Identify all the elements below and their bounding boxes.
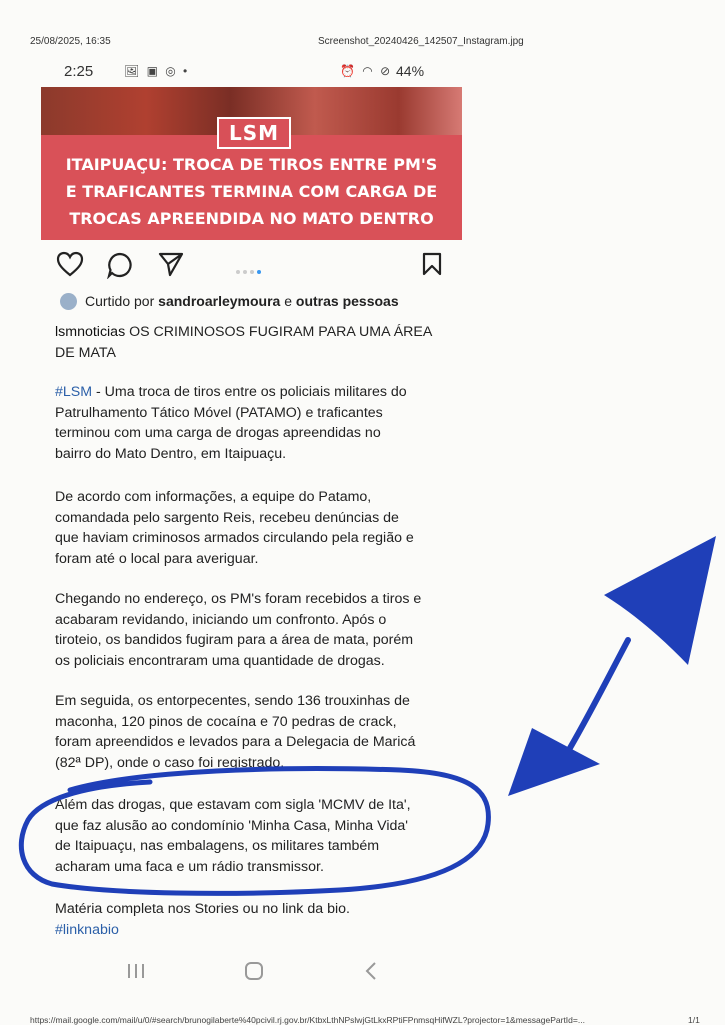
notification-icons: 🖼 ▣ ◎ • [124,64,190,78]
status-time: 2:25 [64,63,94,80]
print-page-count: 1/1 [688,1015,700,1025]
caption-paragraph-4 [55,691,455,773]
pen-arrowhead-top [604,536,716,665]
system-icons: ⏰ ◠ ⊘ [340,64,393,78]
lsm-logo: LSM [217,117,291,149]
caption-paragraph-5 [55,795,455,877]
pen-arrowhead-bottom [508,728,600,796]
back-icon[interactable] [364,961,378,981]
image-headline: ITAIPUAÇU: TROCA DE TIROS ENTRE PM'S E TRAFICANTES TERMINA COM CARGA DE TROCAS APREENDIDA NO MATO DENTRO [65,155,438,228]
caption-title: OS CRIMINOSOS FUGIRAM PARA UMA ÁREA DE MATA [55,324,433,361]
status-bar [40,63,460,85]
likes-prefix: Curtido por [85,293,159,309]
hashtag-lsm[interactable]: #LSM [55,384,93,400]
print-url: https://mail.google.com/mail/u/0/#search/brunogilaberte%40pcivil.rj.gov.br/KtbxLthNPslwjGtLkxRPtiFPnmsqHifWZL?projector=1&messagePartId=... [30,1015,585,1025]
caption-paragraph-2 [55,487,455,569]
para4-text: Em seguida, os entorpecentes, sendo 136 trouxinhas de maconha, 120 pinos de cocaína e 70 pedras de crack, foram apreendidos e levados para a Delegacia de Maricá (82ª DP), onde o caso foi registrado. [55,693,416,771]
likes-row[interactable] [60,293,399,310]
bookmark-icon[interactable] [421,251,443,277]
comment-icon[interactable] [106,251,134,279]
avatar[interactable] [60,293,77,310]
para6-text: Matéria completa nos Stories ou no link da bio. [55,901,350,917]
caption-paragraph-1 [55,382,455,464]
likes-joiner: e [280,293,296,309]
para3-text: Chegando no endereço, os PM's foram recebidos a tiros e acabaram revidando, iniciando um confronto. Após o tiroteio, os bandidos fugiram para a área de mata, porém os policiais encontraram uma quantidade de drogas. [55,591,422,669]
caption-paragraph-6 [55,899,455,940]
liked-by-user[interactable]: sandroarleymoura [158,293,281,309]
pen-arrow-shaft [570,640,628,748]
recents-icon[interactable] [126,962,146,980]
carousel-indicator [236,261,264,279]
hashtag-linknabio[interactable]: #linknabio [55,921,119,938]
send-icon[interactable] [157,251,185,277]
para2-text: De acordo com informações, a equipe do Patamo, comandada pelo sargento Reis, recebeu denúncias de que haviam criminosos armados circulando pela região e foram até o local para averiguar. [55,489,414,567]
caption-title-block [55,322,455,363]
para1-text: - Uma troca de tiros entre os policiais militares do Patrulhamento Tático Móvel (PATAMO) e traficantes terminou com uma carga de drogas apreendidas no bairro do Mato Dentro, em Itaipuaçu. [55,384,407,462]
para5-text: Além das drogas, que estavam com sigla 'MCMV de Ita', que faz alusão ao condomínio 'Minha Casa, Minha Vida' de Itaipuaçu, nas embalagens, os militares também acharam uma faca e um rádio transmissor. [55,797,411,875]
post-action-bar [56,251,446,281]
home-icon[interactable] [244,961,264,981]
heart-icon[interactable] [56,251,84,277]
caption-paragraph-3 [55,589,455,671]
print-datetime: 25/08/2025, 16:35 [30,36,111,47]
likes-others[interactable]: outras pessoas [295,293,399,309]
battery-level: 44% [396,63,425,79]
post-image[interactable] [41,87,462,240]
post-username[interactable]: lsmnoticias [55,324,126,340]
android-nav-bar [120,958,390,984]
print-filename: Screenshot_20240426_142507_Instagram.jpg [318,36,524,47]
